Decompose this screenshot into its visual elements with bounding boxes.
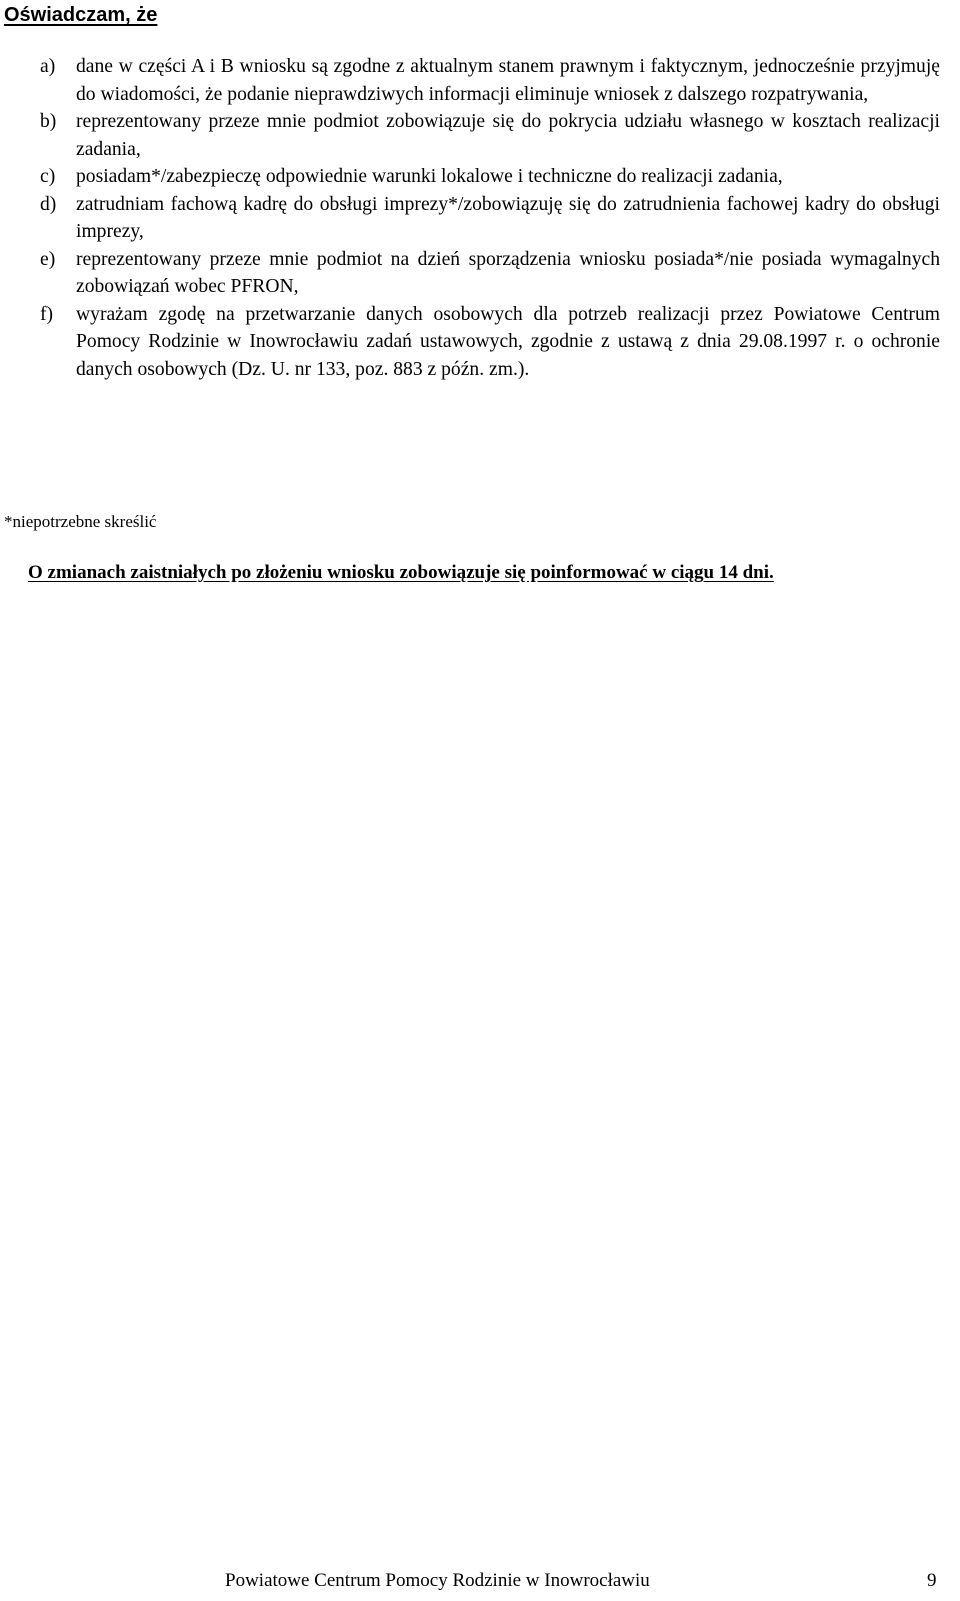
page-footer [0, 1568, 960, 1594]
item-text: reprezentowany przeze mnie podmiot na dzień sporządzenia wniosku posiada*/nie posiada wymagalnych zobowiązań wobec PFRON, [76, 248, 940, 297]
item-text: dane w części A i B wniosku są zgodne z aktualnym stanem prawnym i faktycznym, jednocześnie przyjmuję do wiadomości, że podanie nieprawdziwych informacji eliminuje wniosek z dalszego rozpatrywania, [76, 56, 940, 105]
footnote: *niepotrzebne skreślić [4, 512, 157, 531]
item-marker: b) [40, 111, 57, 132]
item-text: zatrudniam fachową kadrę do obsługi imprezy*/zobowiązuję się do zatrudnienia fachowej kadry do obsługi imprezy, [76, 193, 940, 242]
item-marker: a) [40, 56, 56, 77]
declaration-item-e [40, 246, 940, 301]
item-marker: d) [40, 193, 57, 215]
item-text: wyrażam zgodę na przetwarzanie danych osobowych dla potrzeb realizacji przez Powiatowe Centrum Pomocy Rodzinie w Inowrocławiu zadań ustawowych, zgodnie z ustawą z dnia 29.08.1997 r. o ochronie danych osobowych (Dz. U. nr 133, poz. 883 z późn. zm.). [76, 303, 940, 380]
item-text: reprezentowany przeze mnie podmiot zobowiązuje się do pokrycia udziału własnego w kosztach realizacji zadania, [76, 111, 940, 160]
declaration-item-d [40, 191, 940, 246]
item-marker: e) [40, 248, 56, 270]
declaration-heading: Oświadczam, że [4, 4, 158, 26]
footer-institution: Powiatowe Centrum Pomocy Rodzinie w Inowrocławiu [225, 1570, 650, 1591]
declaration-item-b [40, 108, 940, 163]
declaration-item-a [40, 53, 940, 108]
item-text: posiadam*/zabezpieczę odpowiednie warunki lokalowe i techniczne do realizacji zadania, [76, 166, 783, 187]
declaration-list [40, 53, 940, 383]
item-marker: f) [40, 303, 54, 325]
declaration-item-f [40, 301, 940, 384]
item-marker: c) [40, 166, 56, 187]
declaration-item-c [40, 163, 940, 191]
change-notice: O zmianach zaistniałych po złożeniu wniosku zobowiązuje się poinformować w ciągu 14 dni. [28, 562, 774, 583]
page-number: 9 [927, 1570, 937, 1591]
